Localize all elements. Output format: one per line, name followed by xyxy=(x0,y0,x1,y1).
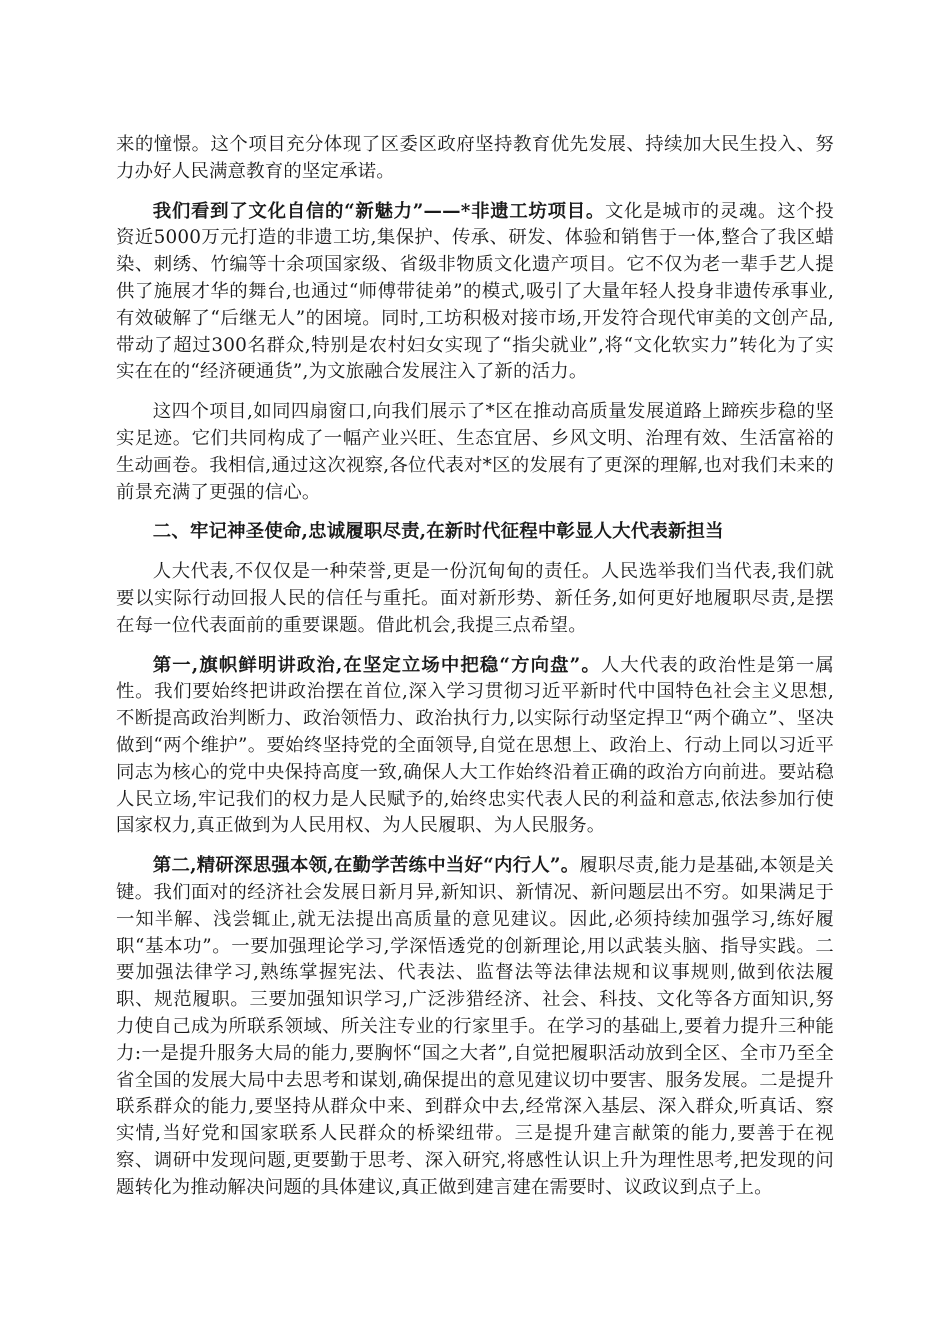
document-page xyxy=(116,132,834,1214)
paragraph-point-one xyxy=(116,653,834,841)
paragraph-heritage-lead: 我们看到了文化自信的“新魅力”——*非遗工坊项目。 xyxy=(152,200,605,222)
paragraph-point-two-lead: 第二,精研深思强本领,在勤学苦练中当好“内行人”。 xyxy=(152,855,580,877)
paragraph-school-project-end: 来的憧憬。这个项目充分体现了区委区政府坚持教育优先发展、持续加大民生投入、努力办好人民满意教育的坚定承诺。 xyxy=(116,134,834,182)
paragraph-heritage-body: 文化是城市的灵魂。这个投资近5000万元打造的非遗工坊,集保护、传承、研发、体验和销售于一体,整合了我区蜡染、刺绣、竹编等十余项国家级、省级非物质文化遗产项目。它不仅为老一辈手艺人提供了施展才华的舞台,也通过“师傅带徒弟”的模式,吸引了大量年轻人投身非遗传承事业,有效破解了“后继无人”的困境。同时,工坊积极对接市场,开发符合现代审美的文创产品,带动了超过300名群众,特别是农村妇女实现了“指尖就业”,将“文化软实力”转化为了实实在在的“经济硬通货”,为文旅融合发展注入了新的活力。 xyxy=(116,200,834,383)
section-heading-two: 二、牢记神圣使命,忠诚履职尽责,在新时代征程中彰显人大代表新担当 xyxy=(152,521,724,543)
paragraph-point-two-body: 履职尽责,能力是基础,本领是关键。我们面对的经济社会发展日新月异,新知识、新情况、新问题层出不穷。如果满足于一知半解、浅尝辄止,就无法提出高质量的意见建议。因此,必须持续加强学习,练好履职“基本功”。一要加强理论学习,学深悟透党的创新理论,用以武装头脑、指导实践。二要加强法律学习,熟练掌握宪法、代表法、监督法等法律法规和议事规则,做到依法履职、规范履职。三要加强知识学习,广泛涉猎经济、社会、科技、文化等各方面知识,努力使自己成为所联系领域、所关注专业的行家里手。在学习的基础上,要着力提升三种能力:一是提升服务大局的能力,要胸怀“国之大者”,自觉把履职活动放到全区、全市乃至全省全国的发展大局中去思考和谋划,确保提出的意见建议切中要害、服务发展。二是提升联系群众的能力,要坚持从群众中来、到群众中去,经常深入基层、深入群众,听真话、察实情,当好党和国家联系人民群众的桥梁纽带。三是提升建言献策的能力,要善于在视察、调研中发现问题,更要勤于思考、深入研究,将感性认识上升为理性思考,把发现的问题转化为推动解决问题的具体建议,真正做到建言建在需要时、议政议到点子上。 xyxy=(116,855,834,1198)
paragraph-point-one-body: 人大代表的政治性是第一属性。我们要始终把讲政治摆在首位,深入学习贯彻习近平新时代中国特色社会主义思想,不断提高政治判断力、政治领悟力、政治执行力,以实际行动坚定捍卫“两个确立”、坚决做到“两个维护”。要始终坚持党的全面领导,自觉在思想上、政治上、行动上同以习近平同志为核心的党中央保持高度一致,确保人大工作始终沿着正确的政治方向前进。要站稳人民立场,牢记我们的权力是人民赋予的,始终忠实代表人民的利益和意志,依法参加行使国家权力,真正做到为人民用权、为人民履职、为人民服务。 xyxy=(116,654,834,837)
paragraph-point-one-lead: 第一,旗帜鲜明讲政治,在坚定立场中把稳“方向盘”。 xyxy=(152,654,601,676)
paragraph-heritage-workshop xyxy=(116,199,834,387)
paragraph-deputy-duty: 人大代表,不仅仅是一种荣誉,更是一份沉甸甸的责任。人民选举我们当代表,我们就要以实际行动回报人民的信任与重托。面对新形势、新任务,如何更好地履职尽责,是摆在每一位代表面前的重要课题。借此机会,我提三点希望。 xyxy=(116,561,834,636)
paragraph-four-projects: 这四个项目,如同四扇窗口,向我们展示了*区在推动高质量发展道路上蹄疾步稳的坚实足迹。它们共同构成了一幅产业兴旺、生态宜居、乡风文明、治理有效、生活富裕的生动画卷。我相信,通过这次视察,各位代表对*区的发展有了更深的理解,也对我们未来的前景充满了更强的信心。 xyxy=(116,401,834,503)
paragraph-point-two xyxy=(116,853,834,1201)
